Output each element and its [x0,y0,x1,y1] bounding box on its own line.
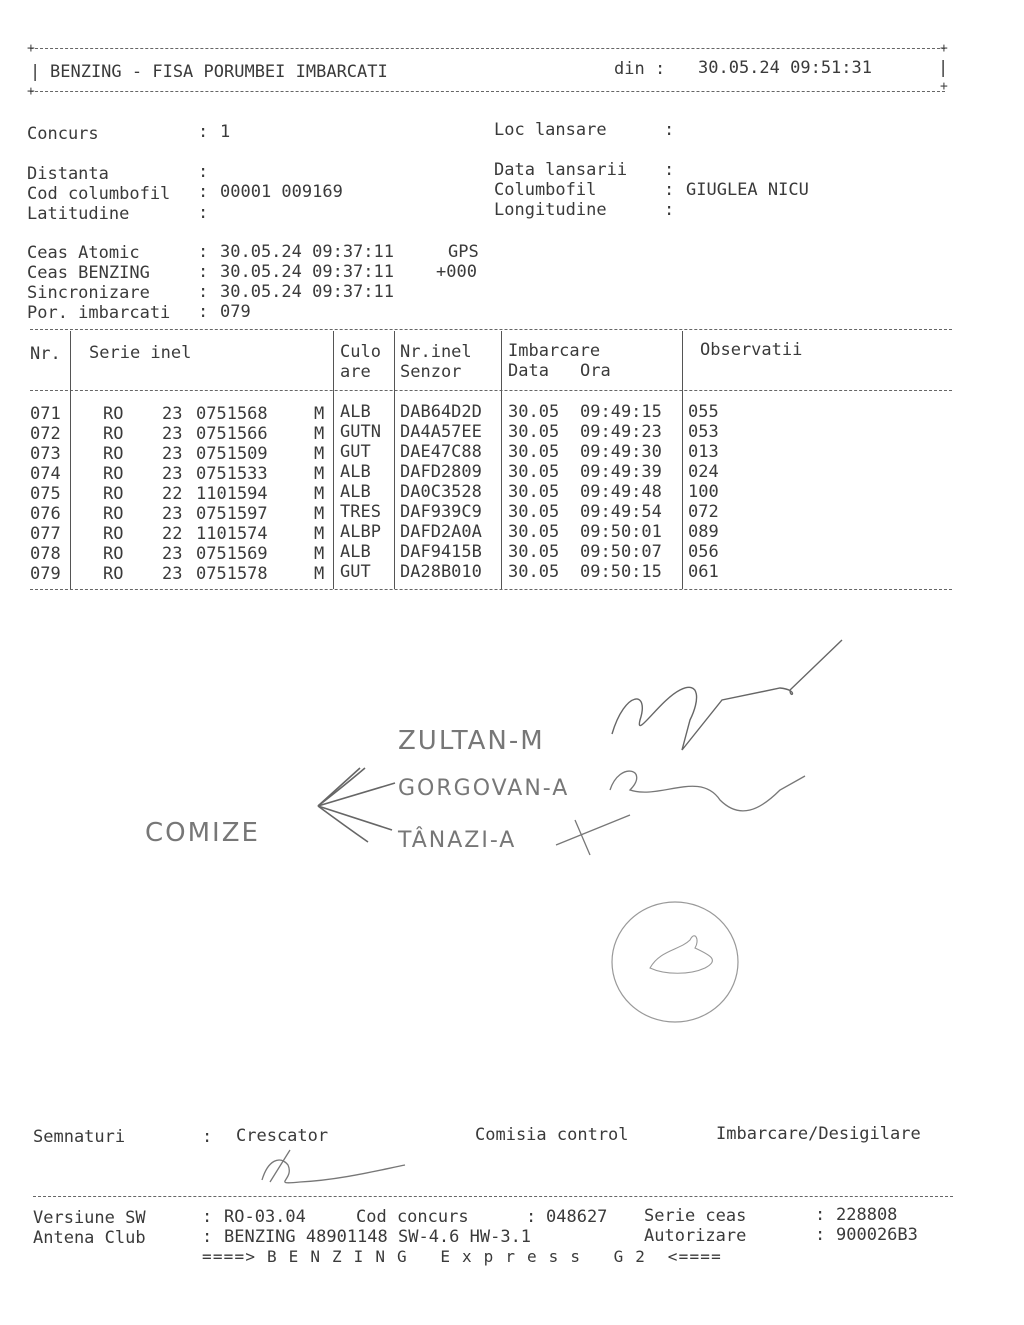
cod-columbofil-value: 00001 009169 [220,182,343,202]
cell-obs: 089 [688,522,719,542]
cell-obs: 056 [688,542,719,562]
sincronizare-label: Sincronizare [27,283,150,303]
concurs-colon: : [198,122,209,142]
distanta-label: Distanta [27,164,109,184]
header-corner: + [940,79,948,94]
th-nr-inel-2: Senzor [400,362,462,382]
cell-country: RO [103,504,124,524]
cell-sex: M [314,464,325,484]
header-left-bar: | [30,62,41,82]
cell-time: 09:50:07 [580,542,662,562]
ceas-benzing-colon: : [198,262,209,282]
cell-nr: 075 [30,484,61,504]
cell-ring: 0751568 [196,404,268,424]
cod-columbofil-colon: : [198,182,209,202]
cell-color: GUT [340,562,371,582]
th-ora: Ora [580,361,611,381]
cell-time: 09:50:15 [580,562,662,582]
cell-color: ALB [340,482,371,502]
semnaturi-label: Semnaturi [33,1127,126,1147]
cell-ring: 1101574 [196,524,268,544]
arrow-icon [318,768,395,830]
cell-color: ALB [340,402,371,422]
serie-ceas-colon: : [815,1205,826,1225]
th-nr-inel-1: Nr.inel [400,342,472,362]
cell-obs: 100 [688,482,719,502]
concurs-value: 1 [220,122,231,142]
cell-date: 30.05 [508,562,560,582]
cell-time: 09:49:15 [580,402,662,422]
cell-ring: 0751597 [196,504,268,524]
cell-sex: M [314,444,325,464]
cell-ring: 0751566 [196,424,268,444]
columbofil-label: Columbofil [494,180,597,200]
header-corner: + [940,41,948,56]
cell-sensor: DAF939C9 [400,502,482,522]
data-lansarii-label: Data lansarii [494,160,628,180]
cell-ring: 1101594 [196,484,268,504]
signature-scribble-icon [612,640,842,750]
cell-time: 09:49:30 [580,442,662,462]
autorizare-label: Autorizare [644,1226,747,1246]
cell-nr: 072 [30,424,61,444]
stamp-pigeon-icon [650,936,712,973]
versiune-colon: : [202,1207,213,1227]
cell-ring: 0751509 [196,444,268,464]
cell-nr: 073 [30,444,61,464]
header-title: BENZING - FISA PORUMBEI IMBARCATI [50,62,388,82]
cod-concurs-colon: : [526,1207,537,1227]
autorizare-value: 900026B3 [836,1225,918,1245]
cell-color: ALB [340,462,371,482]
cell-date: 30.05 [508,442,560,462]
cell-year: 23 [162,504,183,524]
cell-time: 09:49:39 [580,462,662,482]
cell-sensor: DA0C3528 [400,482,482,502]
cell-time: 09:49:48 [580,482,662,502]
handwriting-name-3: TÂNAZI-A [398,828,517,853]
cell-nr: 079 [30,564,61,584]
header-din-value: 30.05.24 09:51:31 [698,58,872,78]
cell-obs: 055 [688,402,719,422]
th-culoare-1: Culo [340,342,381,362]
cell-nr: 074 [30,464,61,484]
por-imbarcati-value: 079 [220,302,251,322]
cell-sex: M [314,544,325,564]
cell-sex: M [314,484,325,504]
cell-sensor: DAB64D2D [400,402,482,422]
cell-country: RO [103,564,124,584]
cod-concurs-label: Cod concurs [356,1207,469,1227]
cell-color: ALBP [340,522,381,542]
serie-ceas-value: 228808 [836,1205,898,1225]
th-culoare-2: are [340,362,371,382]
ceas-atomic-colon: : [198,242,209,262]
antena-colon: : [202,1227,213,1247]
cell-color: TRES [340,502,381,522]
signature-scribble-icon [556,815,630,855]
distanta-colon: : [198,162,209,182]
cell-sensor: DA28B010 [400,562,482,582]
crescator-signature-icon [262,1150,405,1183]
cell-country: RO [103,464,124,484]
por-imbarcati-colon: : [198,302,209,322]
cell-year: 22 [162,524,183,544]
sincronizare-value: 30.05.24 09:37:11 [220,282,394,302]
columbofil-colon: : [664,180,675,200]
autorizare-colon: : [815,1225,826,1245]
ceas-atomic-label: Ceas Atomic [27,243,140,263]
benzing-banner: ====> B E N Z I N G E x p r e s s G 2 <==== [202,1247,722,1266]
cell-time: 09:49:23 [580,422,662,442]
stamp-icon [612,902,738,1022]
cell-nr: 078 [30,544,61,564]
cell-year: 23 [162,424,183,444]
cell-country: RO [103,404,124,424]
latitudine-colon: : [198,203,209,223]
cod-columbofil-label: Cod columbofil [27,184,171,204]
th-nr: Nr. [30,344,61,364]
cell-nr: 077 [30,524,61,544]
cell-sex: M [314,524,325,544]
cell-obs: 072 [688,502,719,522]
cell-date: 30.05 [508,462,560,482]
ceas-atomic-suffix: GPS [448,242,479,262]
cell-color: ALB [340,542,371,562]
columbofil-value: GIUGLEA NICU [686,180,809,200]
cod-concurs-value: 048627 [546,1207,608,1227]
cell-obs: 024 [688,462,719,482]
por-imbarcati-label: Por. imbarcati [27,303,171,323]
ceas-benzing-suffix: +000 [436,262,477,282]
sincronizare-colon: : [198,282,209,302]
cell-country: RO [103,484,124,504]
cell-sex: M [314,564,325,584]
header-right-bar: | [938,58,949,78]
cell-country: RO [103,524,124,544]
cell-sex: M [314,504,325,524]
handwriting-name-1: ZULTAN-M [398,726,545,756]
cell-date: 30.05 [508,522,560,542]
imbarcare-desigilare-label: Imbarcare/Desigilare [716,1124,921,1144]
cell-ring: 0751578 [196,564,268,584]
concurs-label: Concurs [27,124,99,144]
ceas-atomic-value: 30.05.24 09:37:11 [220,242,394,262]
cell-year: 23 [162,464,183,484]
longitudine-label: Longitudine [494,200,607,220]
cell-sensor: DAE47C88 [400,442,482,462]
cell-country: RO [103,544,124,564]
serie-ceas-label: Serie ceas [644,1206,747,1226]
cell-country: RO [103,424,124,444]
antena-label: Antena Club [33,1228,146,1248]
cell-sex: M [314,404,325,424]
cell-nr: 071 [30,404,61,424]
data-lansarii-colon: : [664,160,675,180]
cell-time: 09:49:54 [580,502,662,522]
loc-lansare-label: Loc lansare [494,120,607,140]
header-corner: + [27,84,35,99]
cell-obs: 053 [688,422,719,442]
arrow-head-icon [318,768,368,842]
cell-sensor: DAFD2809 [400,462,482,482]
th-imbarcare: Imbarcare [508,341,601,361]
th-serie-inel: Serie inel [89,343,192,363]
cell-nr: 076 [30,504,61,524]
handwriting-comize: COMIZE [145,818,260,848]
cell-time: 09:50:01 [580,522,662,542]
versiune-value: RO-03.04 [224,1207,306,1227]
longitudine-colon: : [664,200,675,220]
crescator-label: Crescator [236,1126,329,1146]
cell-sensor: DA4A57EE [400,422,482,442]
cell-color: GUT [340,442,371,462]
th-data: Data [508,361,549,381]
cell-date: 30.05 [508,542,560,562]
cell-country: RO [103,444,124,464]
footer-rule [33,1196,953,1197]
cell-date: 30.05 [508,422,560,442]
semnaturi-colon: : [202,1127,213,1147]
cell-sex: M [314,424,325,444]
cell-date: 30.05 [508,402,560,422]
ceas-benzing-label: Ceas BENZING [27,263,150,283]
cell-year: 23 [162,564,183,584]
cell-year: 22 [162,484,183,504]
cell-year: 23 [162,444,183,464]
th-observatii: Observatii [700,340,803,360]
handwriting-name-2: GORGOVAN-A [398,776,570,801]
cell-ring: 0751533 [196,464,268,484]
cell-year: 23 [162,544,183,564]
cell-color: GUTN [340,422,381,442]
signature-scribble-icon [610,771,805,811]
versiune-label: Versiune SW [33,1208,146,1228]
latitudine-label: Latitudine [27,204,130,224]
header-din-label: din : [614,59,666,79]
cell-sensor: DAFD2A0A [400,522,482,542]
cell-sensor: DAF9415B [400,542,482,562]
header-corner: + [27,41,35,56]
cell-date: 30.05 [508,482,560,502]
cell-obs: 061 [688,562,719,582]
antena-value: BENZING 48901148 SW-4.6 HW-3.1 [224,1227,532,1247]
ceas-benzing-value: 30.05.24 09:37:11 [220,262,394,282]
comisia-label: Comisia control [475,1125,629,1145]
cell-ring: 0751569 [196,544,268,564]
loc-lansare-colon: : [664,120,675,140]
cell-date: 30.05 [508,502,560,522]
cell-year: 23 [162,404,183,424]
cell-obs: 013 [688,442,719,462]
